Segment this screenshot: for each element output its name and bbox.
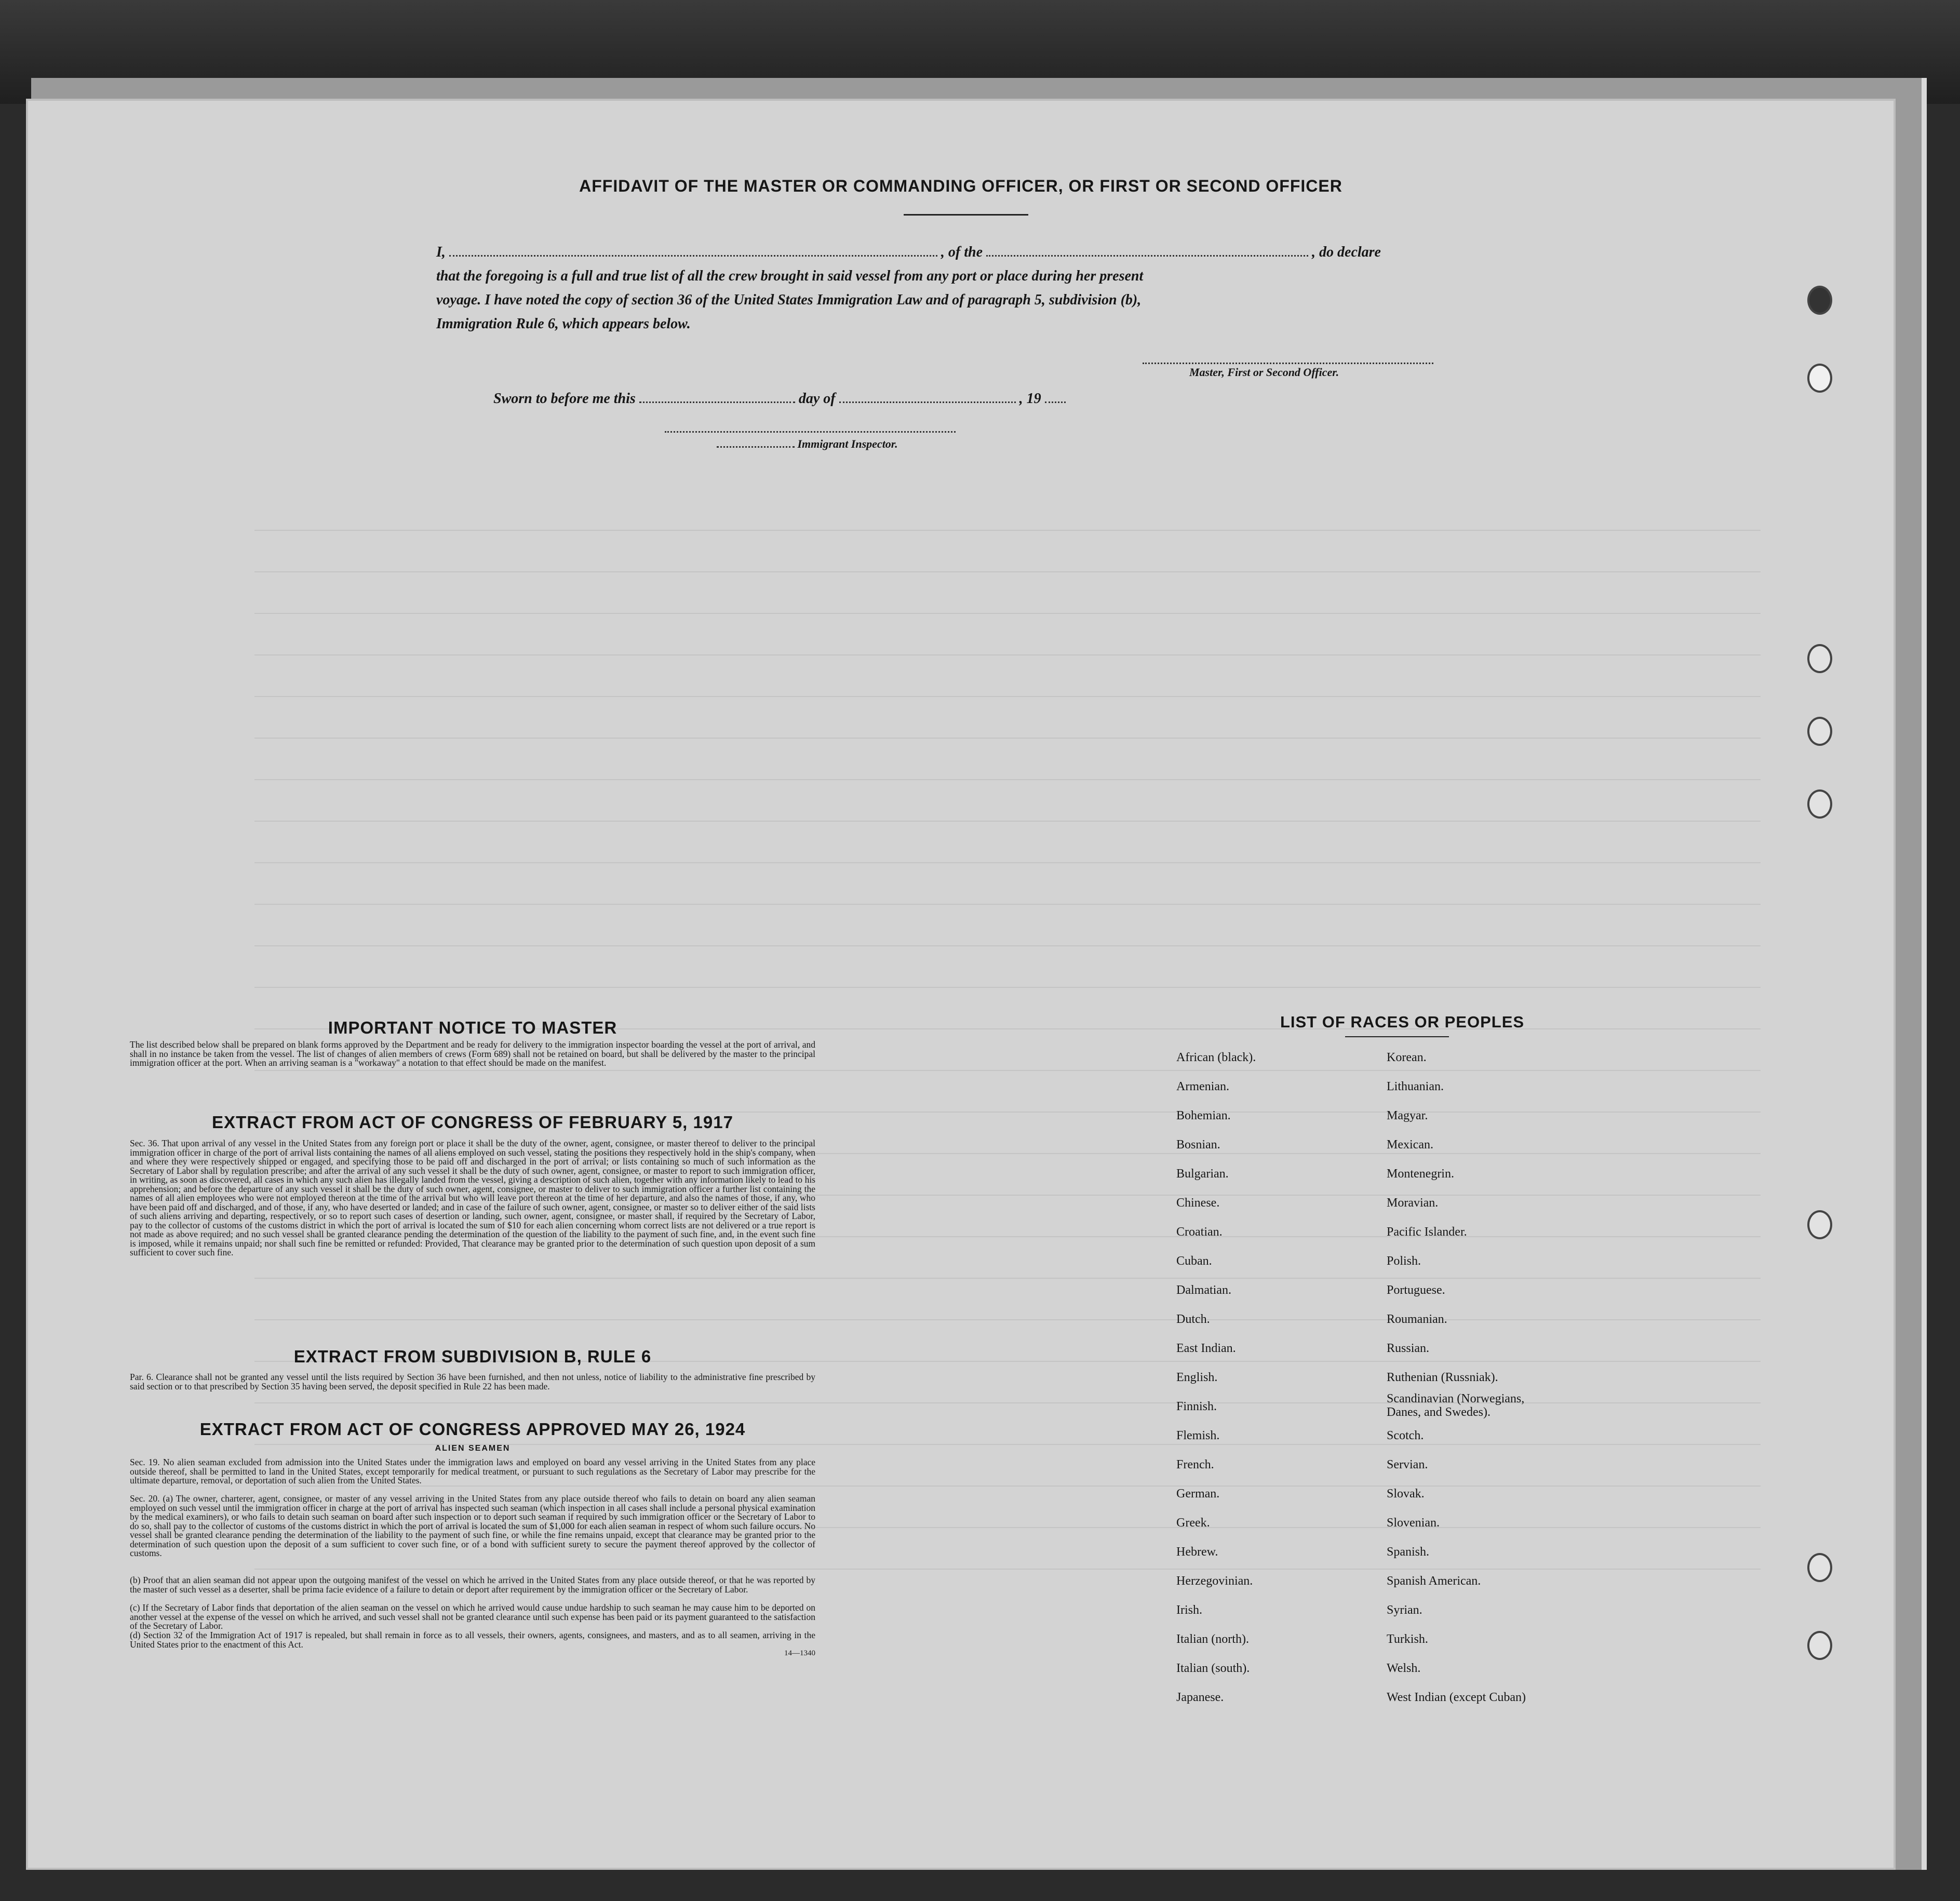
punch-hole: [1807, 644, 1832, 673]
bleed-through-row: [254, 987, 1761, 988]
master-caption: Master, First or Second Officer.: [1189, 366, 1339, 379]
race-item: Herzegovinian.: [1176, 1574, 1253, 1588]
bleed-through-row: [254, 945, 1761, 946]
declaration-text-4: Immigration Rule 6, which appears below.: [436, 316, 691, 332]
race-item: Portuguese.: [1387, 1283, 1445, 1297]
sworn-line: Sworn to before me this day of , 19: [493, 391, 1066, 407]
master-signature-line: [1143, 363, 1433, 364]
extract-1917-title: EXTRACT FROM ACT OF CONGRESS OF FEBRUARY 5, 1917: [212, 1113, 733, 1132]
race-item: Roumanian.: [1387, 1313, 1447, 1326]
race-item: Cuban.: [1176, 1254, 1212, 1268]
race-item: Irish.: [1176, 1603, 1202, 1617]
sec20c-text: (c) If the Secretary of Labor finds that deportation of the alien seaman on the vessel on which he arrived would cause undue hardship to such seaman he may cause him to be deported on another vessel at the expense of the vessel on which he arrived, and such vessel shall not be granted clearance until such expense has been paid or its payment guaranteed to the satisfaction of the Secretary of Labor.: [130, 1602, 815, 1631]
notice-title: IMPORTANT NOTICE TO MASTER: [328, 1018, 617, 1037]
race-item: Syrian.: [1387, 1603, 1422, 1617]
punch-hole: [1807, 789, 1832, 819]
vessel-blank: [986, 246, 1308, 257]
race-item: Ruthenian (Russniak).: [1387, 1371, 1498, 1384]
declaration-text-2: that the foregoing is a full and true list of all the crew brought in said vessel from any port or place during her present: [436, 268, 1144, 284]
race-item: Flemish.: [1176, 1429, 1220, 1442]
races-left-column: [1176, 1043, 1256, 1712]
race-item: Slovenian.: [1387, 1516, 1440, 1530]
punch-hole: [1807, 1210, 1832, 1239]
sec19-text: Sec. 19. No alien seaman excluded from admission into the United States under the immigration laws and employed on board any vessel arriving in the United States from any place outside thereof, shall be permitted to land in the United States, except temporarily for medical treatment, or pursuant to such regulations as the Secretary of Labor may prescribe for the ultimate departure, removal, or deportation of such alien from the United States.: [130, 1457, 815, 1485]
subdivision-text: Par. 6. Clearance shall not be granted any vessel until the lists required by Section 36 have been furnished, and then not unless, notice of liability to the administrative fine prescribed by said section or to that prescribed by Section 35 having been served, the deposit specified in Rule 22 has been made.: [130, 1372, 815, 1391]
race-item: Servian.: [1387, 1458, 1428, 1471]
bleed-through-row: [254, 613, 1761, 614]
form-number: 14—1340: [784, 1649, 815, 1657]
bleed-through-row: [254, 696, 1761, 697]
race-item: Armenian.: [1176, 1080, 1229, 1093]
inspector-signature-line: [665, 431, 956, 433]
subdivision-title: EXTRACT FROM SUBDIVISION B, RULE 6: [293, 1347, 652, 1366]
bleed-through-row: [254, 530, 1761, 531]
name-blank: [449, 246, 937, 257]
race-item: Slovak.: [1387, 1487, 1425, 1501]
race-item: Bulgarian.: [1176, 1167, 1229, 1181]
race-item: Greek.: [1176, 1516, 1210, 1530]
inspector-line: [717, 437, 898, 451]
race-item: Polish.: [1387, 1254, 1421, 1268]
race-item: Italian (north).: [1176, 1632, 1249, 1646]
race-item: Spanish.: [1387, 1545, 1430, 1559]
inspector-caption: Immigrant Inspector.: [797, 437, 898, 450]
race-item: Magyar.: [1387, 1109, 1428, 1122]
races-right-column: [1387, 1043, 1558, 1712]
declaration-text-3: voyage. I have noted the copy of section 36 of the United States Immigration Law and of paragraph 5, subdivision (b),: [436, 292, 1142, 308]
race-item: Pacific Islander.: [1387, 1225, 1467, 1239]
extract-1924-title: EXTRACT FROM ACT OF CONGRESS APPROVED MAY 26, 1924: [199, 1420, 746, 1439]
day-blank: [639, 392, 795, 403]
month-blank: [839, 392, 1016, 403]
race-item: Lithuanian.: [1387, 1080, 1444, 1093]
alien-seamen-subtitle: ALIEN SEAMEN: [435, 1444, 511, 1453]
race-item: Chinese.: [1176, 1196, 1220, 1210]
race-item: Spanish American.: [1387, 1574, 1481, 1588]
race-item: African (black).: [1176, 1051, 1256, 1064]
race-item: Finnish.: [1176, 1400, 1217, 1413]
bleed-through-row: [254, 862, 1761, 863]
heading-rule: [904, 214, 1028, 216]
race-item: East Indian.: [1176, 1342, 1236, 1355]
bleed-through-row: [254, 654, 1761, 655]
punch-hole: [1807, 1631, 1832, 1660]
race-item: Korean.: [1387, 1051, 1427, 1064]
race-item: Dalmatian.: [1176, 1283, 1231, 1297]
race-item: Hebrew.: [1176, 1545, 1218, 1559]
affidavit-heading: AFFIDAVIT OF THE MASTER OR COMMANDING OFFICER, OR FIRST OR SECOND OFFICER: [579, 177, 1343, 195]
race-item: Welsh.: [1387, 1662, 1421, 1675]
notice-text: The list described below shall be prepared on blank forms approved by the Department and be ready for delivery to the immigration inspector boarding the vessel at the port of arrival, and shall in no instance be taken from the vessel. The list of changes of alien members of crews (Form 689) shall not be retained on board, but shall be delivered by the master to the principal immigration officer at the port. When an arriving seaman is a "workaway" a notation to that effect should be made on the manifest.: [130, 1039, 815, 1068]
document-page: [26, 99, 1896, 1870]
race-item: Moravian.: [1387, 1196, 1439, 1210]
race-item: Scotch.: [1387, 1429, 1424, 1442]
race-item: English.: [1176, 1371, 1218, 1384]
punch-hole: [1807, 286, 1832, 315]
race-item: West Indian (except Cuban): [1387, 1691, 1526, 1704]
race-item: French.: [1176, 1458, 1214, 1471]
bleed-through-row: [254, 571, 1761, 572]
race-item: Italian (south).: [1176, 1662, 1250, 1675]
year-blank: [1045, 392, 1066, 403]
sec20d-text: (d) Section 32 of the Immigration Act of 1917 is repealed, but shall remain in force as to all vessels, their owners, agents, consignees, and masters, and as to all seamen, arriving in the United States prior to the enactment of this Act.: [130, 1630, 815, 1650]
declaration-line: I, , of the , do declare: [436, 244, 1381, 260]
race-item: Bosnian.: [1176, 1138, 1220, 1152]
bleed-through-row: [254, 904, 1761, 905]
race-item: Scandinavian (Norwegians, Danes, and Swedes).: [1387, 1392, 1525, 1419]
punch-hole: [1807, 717, 1832, 746]
bleed-through-row: [254, 738, 1761, 739]
race-item: Montenegrin.: [1387, 1167, 1454, 1181]
punch-hole: [1807, 1553, 1832, 1582]
race-item: Bohemian.: [1176, 1109, 1231, 1122]
race-item: Mexican.: [1387, 1138, 1433, 1152]
races-rule: [1345, 1036, 1449, 1037]
bleed-through-row: [254, 821, 1761, 822]
race-item: German.: [1176, 1487, 1220, 1501]
sec20a-text: Sec. 20. (a) The owner, charterer, agent, consignee, or master of any vessel arriving in the United States from any place outside thereof who fails to detain on board any alien seaman employed on such vessel until the immigration officer in charge at the port of arrival has inspected such seaman (which inspection in all cases shall include a personal physical examination by the medical examiners), or who fails to detain such seaman on board after such inspection or to deport such seaman if required by such immigration officer or the Secretary of Labor to do so, shall pay to the collector of customs of the customs district in which the port of arrival is located the sum of $1,000 for each alien seaman in respect of whom such failure occurs. No vessel shall be granted clearance pending the determination of the liability to the payment of such fine, or while the fine remains unpaid, except that clearance may be granted prior to the determination of such question upon the deposit of a sum sufficient to cover such fine, or of a bond with sufficient surety to secure the payment thereof approved by the collector of customs.: [130, 1493, 815, 1558]
race-item: Japanese.: [1176, 1691, 1224, 1704]
punch-hole: [1807, 364, 1832, 393]
race-item: Turkish.: [1387, 1632, 1428, 1646]
race-item: Dutch.: [1176, 1313, 1210, 1326]
bleed-through-row: [254, 779, 1761, 780]
sec20b-text: (b) Proof that an alien seaman did not appear upon the outgoing manifest of the vessel on which he arrived in the United States from any place outside thereof, or that he was reported by the master of such vessel as a deserter, shall be prima facie evidence of a failure to detain or deport after requirement by the immigration officer or the Secretary of Labor.: [130, 1575, 815, 1595]
extract-1917-text: Sec. 36. That upon arrival of any vessel in the United States from any foreign port or place it shall be the duty of the owner, agent, consignee, or master thereof to deliver to the principal immigration officer in charge of the port of arrival lists containing the names of all aliens employed on such vessel, stating the positions they respectively hold in the ship's company, when and where they were respectively shipped or engaged, and specifying those to be paid off and discharged in the port of arrival; or lists containing so much of such information as the Secretary of Labor shall by regulation prescribe; and after the arrival of any such vessel it shall be the duty of such owner, agent, consignee, or master to report to such immigration officer, in writing, as soon as discovered, all cases in which any such alien has illegally landed from the vessel, giving a description of such alien, together with any information likely to lead to his apprehension; and before the departure of any such vessel it shall be the duty of such owner, agent, consignee, or master to deliver to such immigration officer a further list containing the names of all alien employees who were not employed thereon at the time of the arrival but who will leave port thereon at the time of her departure, and also the names of those, if any, who have been paid off and discharged, and of those, if any, who have deserted or landed; and in case of the failure of such owner, agent, consignee, or master so to deliver either of the said lists of such aliens arriving and departing, respectively, or so to report such cases of desertion or landing, such owner, agent, consignee, or master shall, if required by the Secretary of Labor, pay to the collector of customs of the customs district in which the port of arrival is located the sum of $10 for each alien concerning whom correct lists are not delivered or a true report is not made as above required; and no such vessel shall be granted clearance pending the determination of the question of the liability to the payment of such fine, and, in the event such fine is imposed, while it remains unpaid; nor shall such fine be remitted or refunded: Provided, That clearance may be granted prior to the determination of such question upon deposit of a sum sufficient to cover such fine.: [130, 1138, 815, 1257]
race-item: Russian.: [1387, 1342, 1430, 1355]
races-title: LIST OF RACES OR PEOPLES: [1280, 1013, 1525, 1031]
race-item: Croatian.: [1176, 1225, 1223, 1239]
